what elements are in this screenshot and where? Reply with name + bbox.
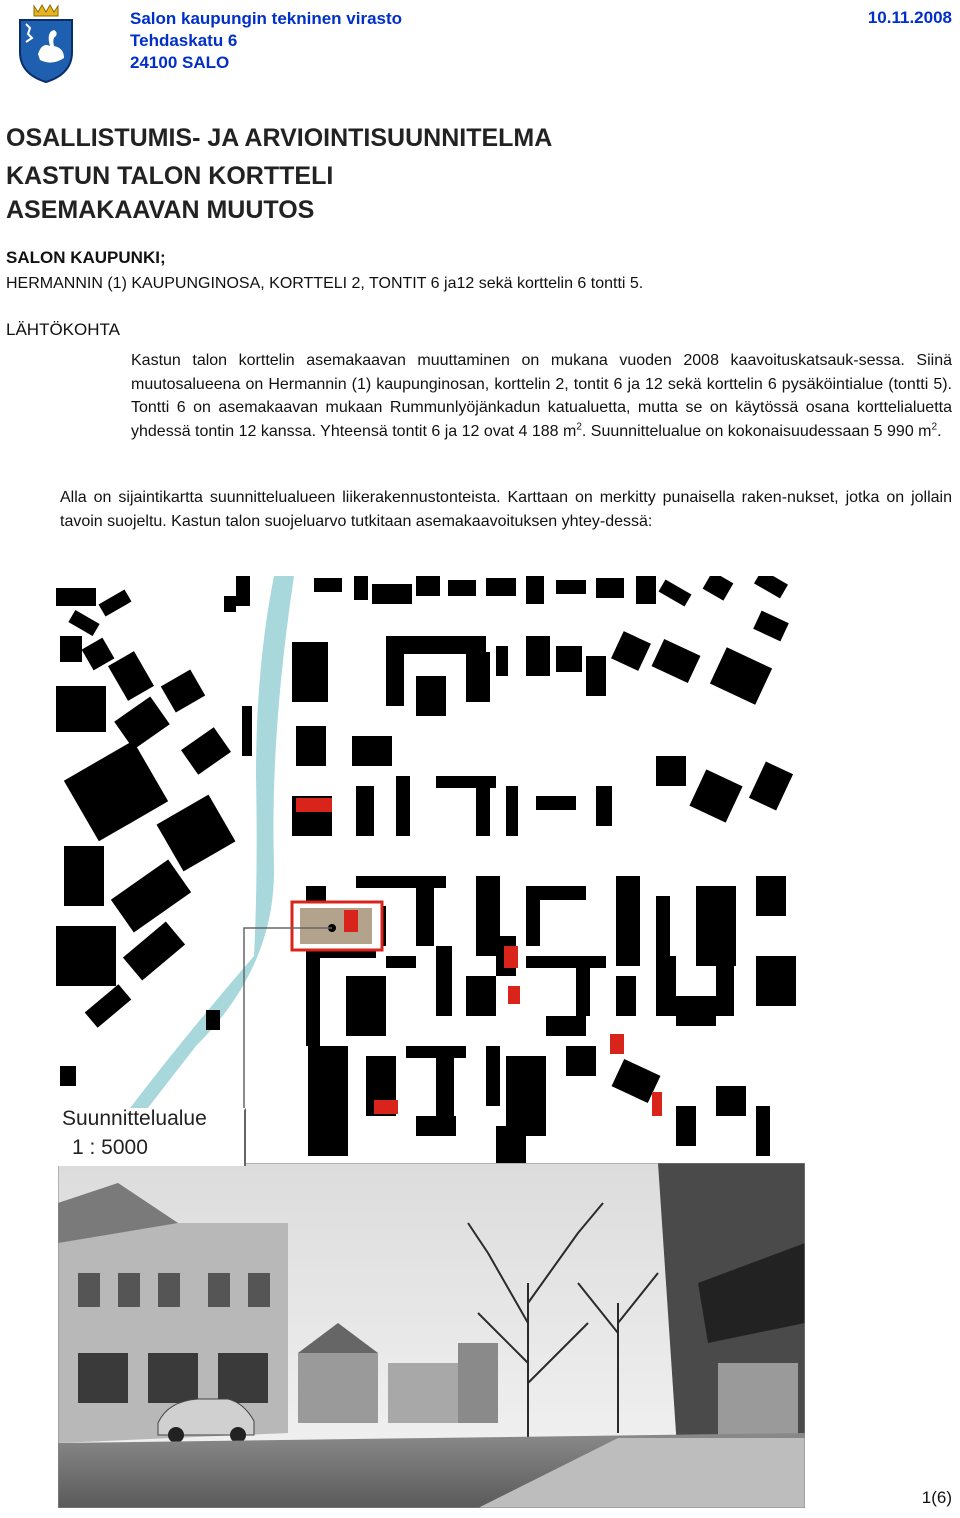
street-photo [58, 1163, 805, 1508]
document-date: 10.11.2008 [867, 8, 952, 27]
letterhead [130, 8, 402, 74]
section-heading: LÄHTÖKOHTA [6, 320, 120, 339]
plan-area-fill [300, 908, 372, 944]
paragraph-1 [131, 349, 952, 443]
district-line: HERMANNIN (1) KAUPUNGINOSA, KORTTELI 2, TONTIT 6 ja12 sekä korttelin 6 tontti 5. [6, 275, 644, 292]
doc-title-line3: ASEMAKAAVAN MUUTOS [6, 196, 315, 224]
org-street: Tehdaskatu 6 [130, 31, 238, 50]
paragraph-2: Alla on sijaintikartta suunnittelualueen liikerakennustonteista. Karttaan on merkitty punaisella raken-nukset, jotka on jollain tavoin suojeltu. Kastun talon suojeluarvo tutkitaan asemakaavoituksen yhtey-dessä: [60, 489, 952, 530]
org-name: Salon kaupungin tekninen virasto [130, 9, 403, 28]
paragraph-1-text-a: Kastun talon korttelin asemakaavan muuttaminen on mukana vuoden 2008 kaavoituskatsauk-sessa. Siinä muutosalueena on Hermannin (1) kaupunginosan, korttelin 2, tontit 6 ja 12 sekä korttelin 6 pysäköintialue (tontti 5). Tontti 6 on asemakaavan mukaan Rummunlyöjänkadun katualuetta, mutta se on käytössä osana korttelialuetta yhdessä tontin 12 kanssa. Yhteensä tontit 6 ja 12 ovat 4 188 m [131, 352, 952, 440]
location-map [56, 576, 806, 1166]
area-superscript-2: 2 [931, 421, 938, 433]
map-scale: 1 : 5000 [72, 1136, 148, 1159]
doc-title-line2: KASTUN TALON KORTTELI [6, 162, 334, 190]
paragraph-1-text-b: . Suunnittelualue on kokonaisuudessaan 5 990 m [581, 422, 932, 440]
paragraph-1-text-c: . [937, 422, 942, 440]
salo-coat-of-arms-logo [12, 2, 80, 84]
page-number: 1(6) [921, 1488, 952, 1507]
location-map-svg [56, 576, 806, 1166]
doc-title-line1: OSALLISTUMIS- JA ARVIOINTISUUNNITELMA [6, 124, 553, 152]
area-superscript-1: 2 [576, 421, 582, 433]
org-postal: 24100 SALO [130, 53, 230, 72]
map-label-area: Suunnittelualue [62, 1107, 207, 1130]
city-heading: SALON KAUPUNKI; [6, 248, 166, 267]
map-label-box [56, 1108, 246, 1166]
